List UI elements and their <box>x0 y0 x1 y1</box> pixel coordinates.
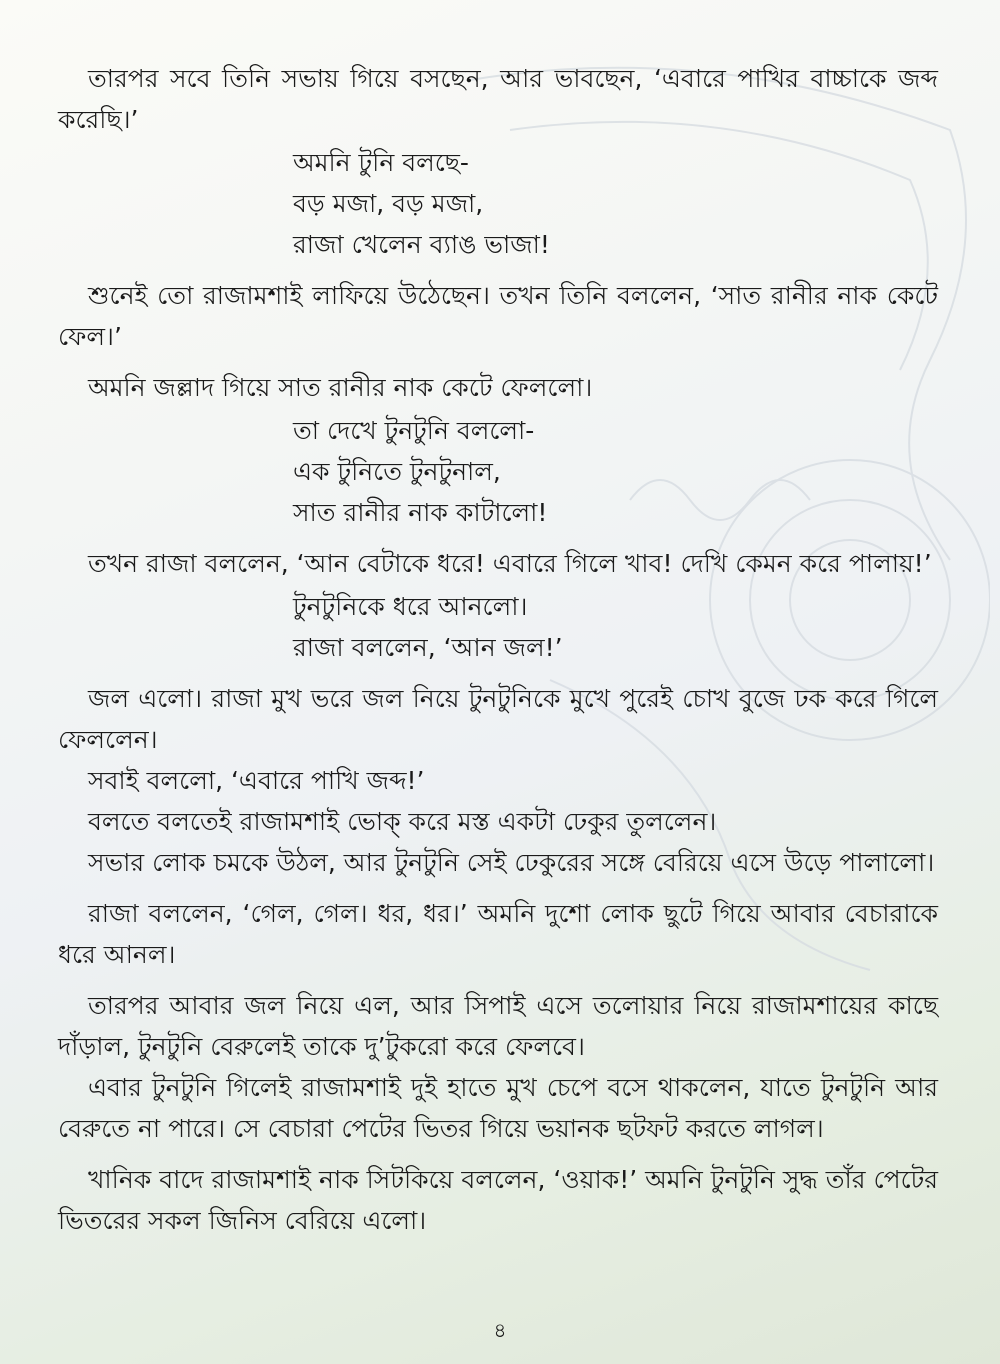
paragraph: জল এলো। রাজা মুখ ভরে জল নিয়ে টুনটুনিকে মুখে পুরেই চোখ বুজে ঢক করে গিলে ফেললেন। <box>58 684 938 754</box>
paragraph: সবাই বললো, ‘এবারে পাখি জব্দ!’ <box>88 766 425 795</box>
verse <box>293 586 938 668</box>
verse-line: রাজা খেলেন ব্যাঙ ভাজা! <box>293 230 550 259</box>
verse-line: রাজা বললেন, ‘আন জল!’ <box>293 633 563 662</box>
paragraph: শুনেই তো রাজামশাই লাফিয়ে উঠেছেন। তখন তিনি বললেন, ‘সাত রানীর নাক কেটে ফেল।’ <box>58 281 938 351</box>
verse-line: বড় মজা, বড় মজা, <box>293 189 484 218</box>
verse-line: এক টুনিতে টুনটুনাল, <box>293 457 501 486</box>
paragraph: অমনি জল্লাদ গিয়ে সাত রানীর নাক কেটে ফেললো। <box>88 373 593 402</box>
paragraph: খানিক বাদে রাজামশাই নাক সিটকিয়ে বললেন, ‘ওয়াক!’ অমনি টুনটুনি সুদ্ধ তাঁর পেটের ভিতরের সকল জিনিস বেরিয়ে এলো। <box>58 1165 938 1235</box>
paragraph: রাজা বললেন, ‘গেল, গেল। ধর, ধর।’ অমনি দুশো লোক ছুটে গিয়ে আবার বেচারাকে ধরে আনল। <box>58 899 938 969</box>
page-number: ৪ <box>493 1318 507 1342</box>
verse-line: অমনি টুনি বলছে- <box>293 148 469 177</box>
paragraph: বলতে বলতেই রাজামশাই ভোক্ করে মস্ত একটা ঢেকুর তুললেন। <box>88 807 717 836</box>
verse-line: তা দেখে টুনটুনি বললো- <box>293 416 535 445</box>
paragraph: এবার টুনটুনি গিলেই রাজামশাই দুই হাতে মুখ চেপে বসে থাকলেন, যাতে টুনটুনি আর বেরুতে না পারে। সে বেচারা পেটের ভিতর গিয়ে ভয়ানক ছটফট করতে লাগল। <box>58 1073 938 1143</box>
verse-line: সাত রানীর নাক কাটালো! <box>293 498 548 527</box>
paragraph: তখন রাজা বললেন, ‘আন বেটাকে ধরে! এবারে গিলে খাব! দেখি কেমন করে পালায়!’ <box>88 549 932 578</box>
paragraph: সভার লোক চমকে উঠল, আর টুনটুনি সেই ঢেকুরের সঙ্গে বেরিয়ে এসে উড়ে পালালো। <box>88 848 935 877</box>
paragraph: তারপর সবে তিনি সভায় গিয়ে বসছেন, আর ভাবছেন, ‘এবারে পাখির বাচ্চাকে জব্দ করেছি।’ <box>58 64 938 134</box>
story-page <box>58 58 938 1251</box>
verse <box>293 142 938 265</box>
verse <box>293 410 938 533</box>
verse-line: টুনটুনিকে ধরে আনলো। <box>293 592 528 621</box>
paragraph: তারপর আবার জল নিয়ে এল, আর সিপাই এসে তলোয়ার নিয়ে রাজামশায়ের কাছে দাঁড়াল, টুনটুনি বেরুলেই তাকে দু’টুকরো করে ফেলবে। <box>58 991 938 1061</box>
